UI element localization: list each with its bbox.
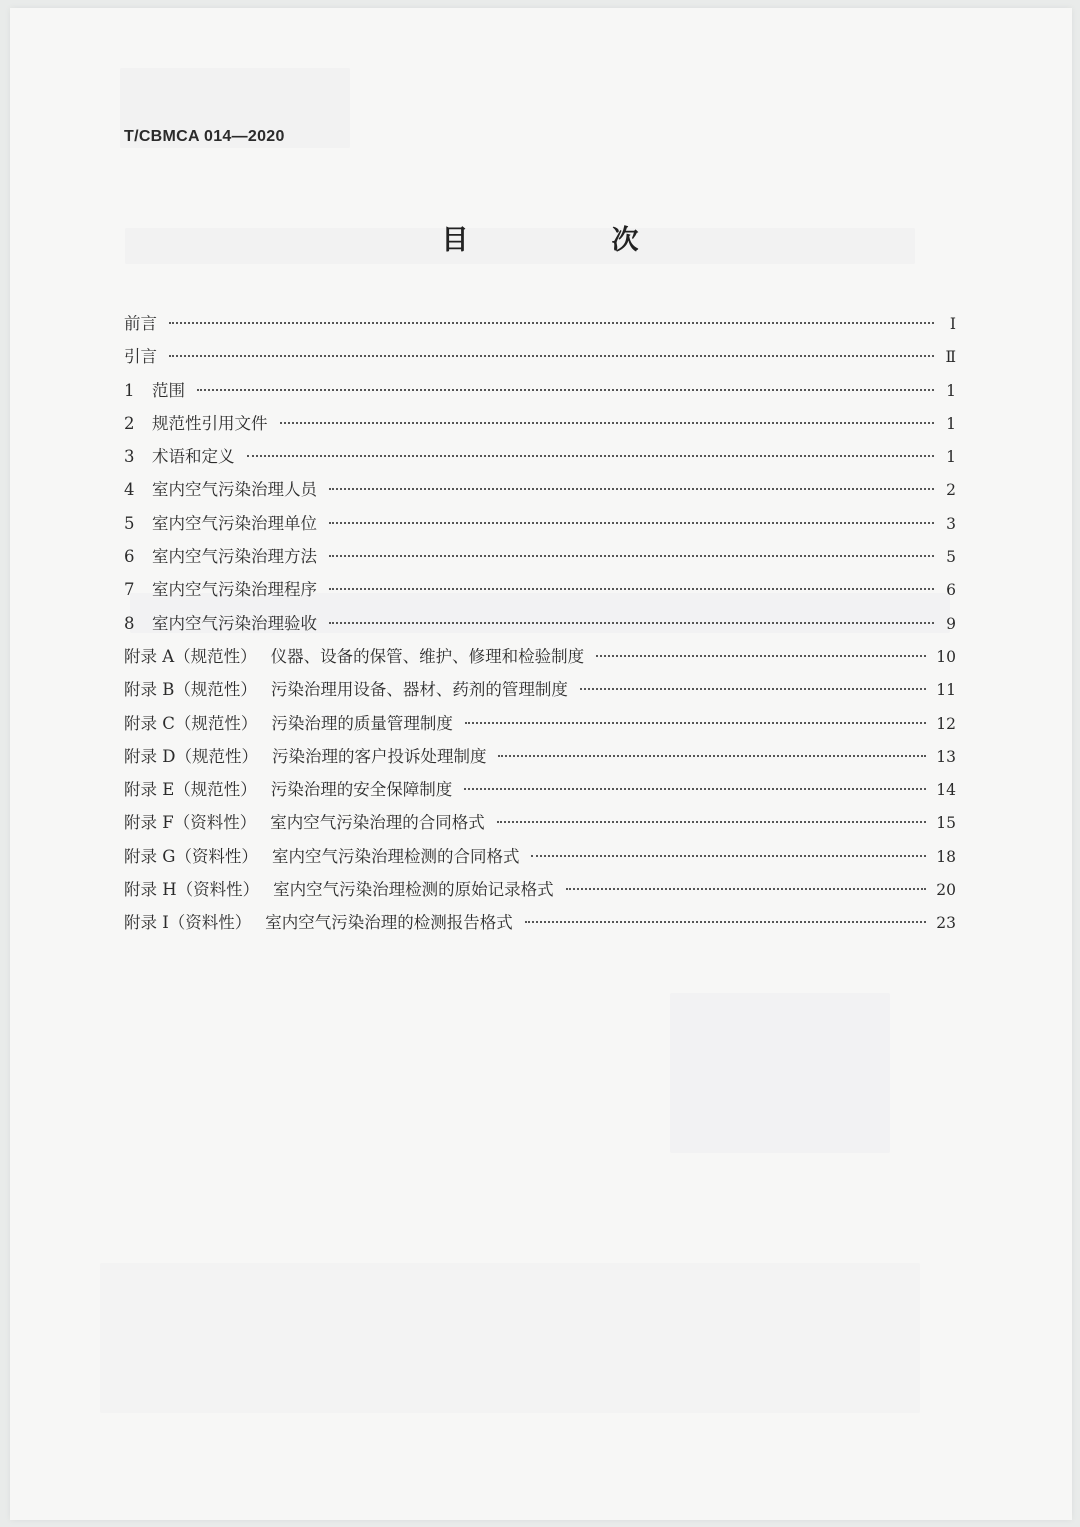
- leader-dots: [329, 587, 934, 590]
- toc-entry-label: 室内空气污染治理验收: [152, 613, 317, 633]
- toc-entry-label: 规范性引用文件: [152, 413, 268, 433]
- leader-dots: [247, 454, 935, 457]
- toc-entry-page: 15: [936, 814, 956, 833]
- toc-entry-appendix-a[interactable]: [124, 643, 956, 676]
- toc-entry-label: 室内空气污染治理方法: [152, 547, 317, 567]
- toc-entry-section-7[interactable]: [124, 576, 956, 609]
- toc-entry-page: 12: [936, 714, 956, 733]
- toc-entry-page: 11: [936, 681, 956, 700]
- toc-entry-heading: 仪器、设备的保管、维护、修理和检验制度: [270, 646, 585, 666]
- toc-entry-label: 附录 I（资料性）: [124, 913, 252, 933]
- toc-entry-label: 附录 G（资料性）: [124, 846, 258, 866]
- leader-dots: [169, 321, 934, 324]
- leader-dots: [498, 754, 926, 757]
- toc-entry-number: 4: [124, 480, 135, 500]
- toc-entry-heading: 室内空气污染治理检测的原始记录格式: [273, 880, 554, 900]
- toc-entry-page: 23: [936, 914, 956, 933]
- toc-entry-section-4[interactable]: [124, 476, 956, 509]
- toc-entry-label: 室内空气污染治理程序: [152, 580, 317, 600]
- toc-entry-page: 10: [936, 647, 956, 666]
- leader-dots: [329, 621, 934, 624]
- toc-entry-section-1[interactable]: [124, 377, 956, 410]
- leader-dots: [329, 554, 934, 557]
- toc-entry-heading: 室内空气污染治理的合同格式: [270, 813, 485, 833]
- toc-entry-number: 2: [124, 413, 135, 433]
- toc-entry-page: 1: [946, 381, 956, 400]
- toc-entry-appendix-i[interactable]: [124, 909, 956, 942]
- toc-entry-appendix-d[interactable]: [124, 743, 956, 776]
- toc-entry-label: 室内空气污染治理人员: [152, 480, 317, 500]
- toc-entry-label: 术语和定义: [152, 447, 235, 467]
- toc-entry-section-8[interactable]: [124, 610, 956, 643]
- document-code: T/CBMCA 014—2020: [124, 128, 285, 145]
- toc-entry-page: 18: [936, 847, 956, 866]
- toc-entry-appendix-c[interactable]: [124, 710, 956, 743]
- toc-entry-label: 附录 E（规范性）: [124, 780, 257, 800]
- toc-entry-heading: 污染治理的客户投诉处理制度: [271, 746, 487, 766]
- toc-entry-number: 5: [124, 513, 135, 533]
- leader-dots: [566, 887, 927, 890]
- toc-entry-number: 1: [124, 380, 135, 400]
- toc-entry-label: 前言: [124, 314, 157, 333]
- leader-dots: [169, 354, 934, 357]
- leader-dots: [464, 787, 926, 790]
- toc-entry-section-3[interactable]: [124, 443, 956, 476]
- toc-entry-page: 3: [946, 514, 956, 533]
- toc-entry-page: 1: [946, 448, 956, 467]
- toc-entry-page: 1: [946, 414, 956, 433]
- show-through-ghost: [670, 993, 890, 1153]
- toc-entry-page: 13: [936, 747, 956, 766]
- toc-entry-number: 7: [124, 580, 135, 600]
- toc-entry-number: 6: [124, 547, 135, 567]
- leader-dots: [329, 487, 934, 490]
- toc-entry-heading: 污染治理的安全保障制度: [270, 780, 453, 800]
- toc-entry-page: Ⅱ: [945, 348, 956, 367]
- show-through-ghost: [100, 1263, 920, 1413]
- toc-entry-section-6[interactable]: [124, 543, 956, 576]
- toc-entry-label: 引言: [124, 347, 157, 367]
- leader-dots: [465, 721, 926, 724]
- toc-entry-number: 8: [124, 613, 135, 633]
- toc-entry-label: 室内空气污染治理单位: [152, 513, 317, 533]
- toc-entry-appendix-e[interactable]: [124, 776, 956, 809]
- toc-entry-heading: 室内空气污染治理检测的合同格式: [271, 846, 520, 866]
- leader-dots: [596, 654, 926, 657]
- toc-entry-page: 5: [946, 548, 956, 567]
- toc-entry-heading: 污染治理的质量管理制度: [271, 713, 453, 733]
- toc-entry-label: 范围: [152, 380, 185, 400]
- toc-entry-foreword[interactable]: [124, 310, 956, 343]
- toc-entry-page: 14: [936, 781, 956, 800]
- toc-entry-section-5[interactable]: [124, 510, 956, 543]
- toc-entry-appendix-g[interactable]: [124, 843, 956, 876]
- toc-entry-introduction[interactable]: [124, 343, 956, 376]
- toc-entry-page: 20: [936, 881, 956, 900]
- toc-entry-label: 附录 D（规范性）: [124, 746, 258, 766]
- leader-dots: [525, 920, 927, 923]
- table-of-contents: [124, 310, 956, 943]
- toc-entry-heading: 污染治理用设备、器材、药剂的管理制度: [270, 680, 568, 700]
- toc-entry-page: 9: [946, 614, 956, 633]
- toc-entry-label: 附录 C（规范性）: [124, 713, 258, 733]
- toc-entry-label: 附录 H（资料性）: [124, 880, 260, 900]
- toc-entry-section-2[interactable]: [124, 410, 956, 443]
- toc-entry-number: 3: [124, 447, 135, 467]
- leader-dots: [280, 421, 935, 424]
- leader-dots: [531, 854, 926, 857]
- toc-entry-appendix-h[interactable]: [124, 876, 956, 909]
- toc-entry-heading: 室内空气污染治理的检测报告格式: [265, 913, 513, 933]
- toc-entry-appendix-b[interactable]: [124, 676, 956, 709]
- toc-entry-page: 6: [946, 581, 956, 600]
- toc-title: 目 次: [441, 225, 697, 256]
- toc-entry-page: Ⅰ: [949, 315, 956, 333]
- toc-entry-label: 附录 F（资料性）: [124, 813, 257, 833]
- leader-dots: [329, 521, 934, 524]
- toc-entry-label: 附录 B（规范性）: [124, 680, 257, 700]
- leader-dots: [497, 820, 927, 823]
- toc-entry-page: 2: [946, 481, 956, 500]
- toc-entry-label: 附录 A（规范性）: [124, 646, 257, 666]
- leader-dots: [197, 388, 934, 391]
- leader-dots: [580, 687, 926, 690]
- toc-entry-appendix-f[interactable]: [124, 809, 956, 842]
